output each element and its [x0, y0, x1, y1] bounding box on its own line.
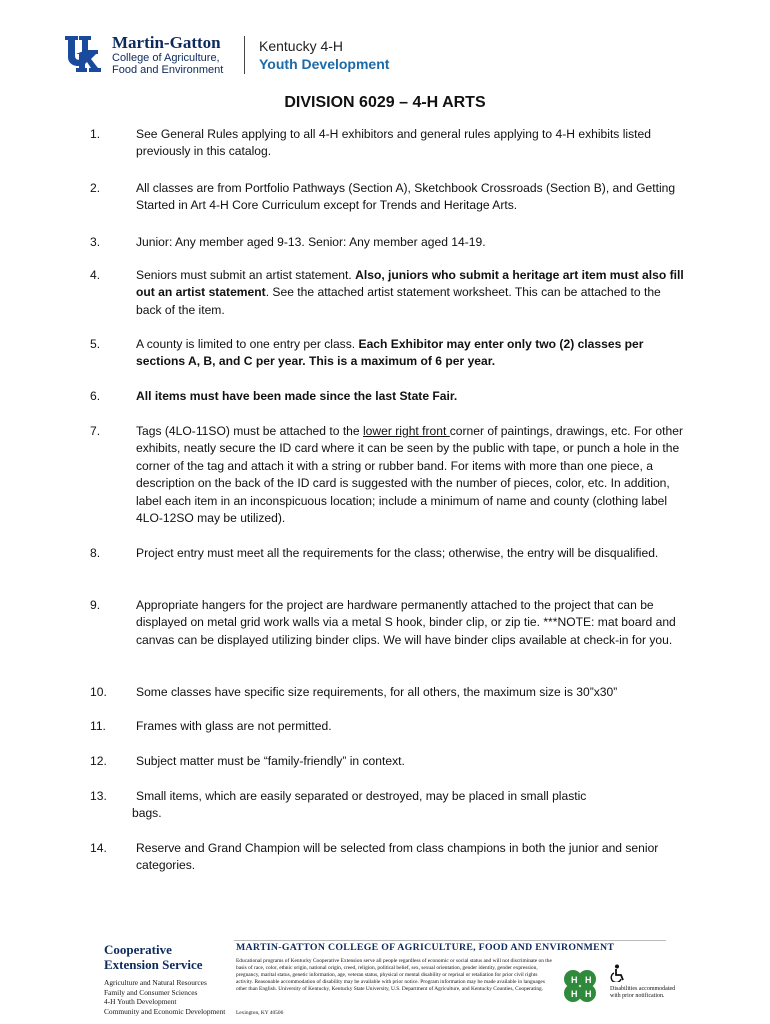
rule-text [136, 388, 686, 405]
extension-name-line1: Cooperative [104, 942, 172, 957]
page-header [64, 34, 714, 78]
rule-text-part: All classes are from Portfolio Pathways (Section A), Sketchbook Crossroads (Section B), and Getting Started in Art 4-H Core Curriculum except for Trends and Heritage Arts. [136, 181, 676, 213]
rule-text-bold: All items must have been made since the last State Fair. [136, 389, 458, 403]
svg-text:H: H [585, 975, 592, 985]
rule-number: 10. [90, 685, 107, 699]
rule-text-part: Tags (4LO-11SO) must be attached to the [136, 424, 363, 438]
rule-text-part: Appropriate hangers for the project are hardware permanently attached to the project that can be displayed on metal grid work walls via a metal S hook, binder clip, or zip tie. ***NOTE: mat board and canvas can be displayed utilizing binder clips. We will have binder clips available at check-in for you. [136, 598, 676, 647]
rule-text [136, 753, 686, 770]
rule-number: 3. [90, 235, 101, 249]
college-name [112, 34, 223, 76]
rule-text-part: Subject matter must be “family-friendly” in context. [136, 754, 405, 768]
nondiscrimination-statement: Educational programs of Kentucky Cooperative Extension serve all people regardless of economic or social status and will not discriminate on the basis of race, color, ethnic origin, national origin, creed, religion, political belief, sex, sexual orientation, gender identity, gender expression, pregnancy, marital status, genetic information, age, veteran status, physical or mental disability or reprisal or retaliation for prior civil rights activity. Reasonable accommodation of disability may be available with prior notice. Program information may be made available in languages other than English. University of Kentucky, Kentucky State University, U.S. Department of Agriculture, and Kentucky Counties, Cooperating. [236, 958, 552, 992]
extension-units [104, 978, 225, 1016]
rule-number: 14. [90, 841, 107, 855]
rule-text [136, 126, 686, 161]
rule-text [136, 545, 686, 562]
rule-number: 13. [90, 789, 107, 803]
division-title: DIVISION 6029 – 4-H ARTS [284, 94, 486, 111]
program-name-line1: Kentucky 4-H [259, 38, 344, 54]
rule-text [136, 718, 686, 735]
header-divider [244, 36, 245, 74]
rule-text [136, 840, 686, 875]
unit-item: Family and Consumer Sciences [104, 987, 198, 997]
rule-text [136, 180, 686, 215]
extension-logo [104, 942, 225, 1016]
college-name-line2: College of Agriculture, [112, 52, 220, 64]
rule-text-part: Some classes have specific size requirements, for all others, the maximum size is 30”x30” [136, 685, 618, 699]
rule-text-bold: Also, juniors who submit a heritage art item must also fill out an artist statement [136, 268, 684, 300]
rule-number: 1. [90, 127, 101, 141]
rule-text [136, 336, 686, 371]
unit-item: Agriculture and Natural Resources [104, 978, 207, 987]
rule-text [136, 597, 686, 649]
extension-name-line2: Extension Service [104, 957, 203, 972]
rule-text-continuation: bags. [132, 806, 162, 821]
rule-text-part: corner of paintings, drawings, etc. For other exhibits, neatly secure the ID card where it can be seen by the public with tape, or punch a hole in the corner of the tag and attach it with a string or rubber band. For items with more than one piece, a description on the back of the ID card is suggested with the number of pieces, color, etc. In addition, label each item in an inconspicuous location; include a minimum of name and county (clothing label 4LO-12SO may be utilized). [136, 424, 683, 526]
rule-text [136, 267, 686, 319]
rule-text-part: Project entry must meet all the requirements for the class; otherwise, the entry will be disqualified. [136, 546, 659, 560]
wheelchair-icon [610, 964, 626, 982]
rule-text-bold: Each Exhibitor may enter only two (2) classes per sections A, B, and C per year. This is a maximum of 6 per year. [136, 337, 644, 369]
unit-item: 4-H Youth Development [104, 997, 177, 1007]
footer-divider [234, 940, 666, 941]
program-name-line2: Youth Development [259, 56, 390, 72]
rule-text-part: Reserve and Grand Champion will be selected from class champions in both the junior and senior categories. [136, 841, 659, 873]
svg-text:H: H [585, 989, 592, 999]
rule-number: 6. [90, 389, 101, 403]
rule-number: 11. [90, 719, 106, 733]
rule-text [136, 234, 686, 251]
program-name [259, 37, 389, 73]
uk-logo-icon [64, 34, 106, 74]
rule-number: 2. [90, 181, 101, 195]
rule-text-part: . See the attached artist statement worksheet. This can be attached to the back of the item. [136, 285, 661, 317]
footer-college-name: MARTIN-GATTON COLLEGE OF AGRICULTURE, FOOD AND ENVIRONMENT [236, 942, 615, 953]
rule-number: 8. [90, 546, 101, 560]
rule-text-part: A county is limited to one entry per class. [136, 337, 359, 351]
rule-number: 9. [90, 598, 101, 612]
rule-number: 7. [90, 424, 101, 438]
rule-text-part: Frames with glass are not permitted. [136, 719, 332, 733]
rule-number: 12. [90, 754, 107, 768]
rule-text [136, 788, 686, 805]
rule-text-part: Small items, which are easily separated or destroyed, may be placed in small plastic [136, 789, 587, 803]
4h-clover-icon [558, 964, 602, 1008]
college-name-line1: Martin-Gatton [112, 33, 221, 52]
footer-location: Lexington, KY 40506 [236, 1010, 284, 1016]
rule-text [136, 684, 686, 701]
rule-text-part: See General Rules applying to all 4-H exhibitors and general rules applying to 4-H exhibits listed previously in this catalog. [136, 127, 651, 159]
svg-text:H: H [571, 975, 578, 985]
rule-text-part: Seniors must submit an artist statement. [136, 268, 356, 282]
svg-text:H: H [571, 989, 578, 999]
rule-text-part: Junior: Any member aged 9-13. Senior: Any member aged 14-19. [136, 235, 486, 249]
rule-text [136, 423, 686, 527]
disabilities-note: Disabilities accommodated with prior notification. [610, 986, 676, 1000]
college-name-line3: Food and Environment [112, 64, 224, 76]
rule-number: 4. [90, 268, 101, 282]
rule-text-underlined: lower right front [363, 424, 450, 438]
rule-number: 5. [90, 337, 101, 351]
page-footer [100, 934, 676, 1024]
unit-item: Community and Economic Development [104, 1006, 226, 1016]
